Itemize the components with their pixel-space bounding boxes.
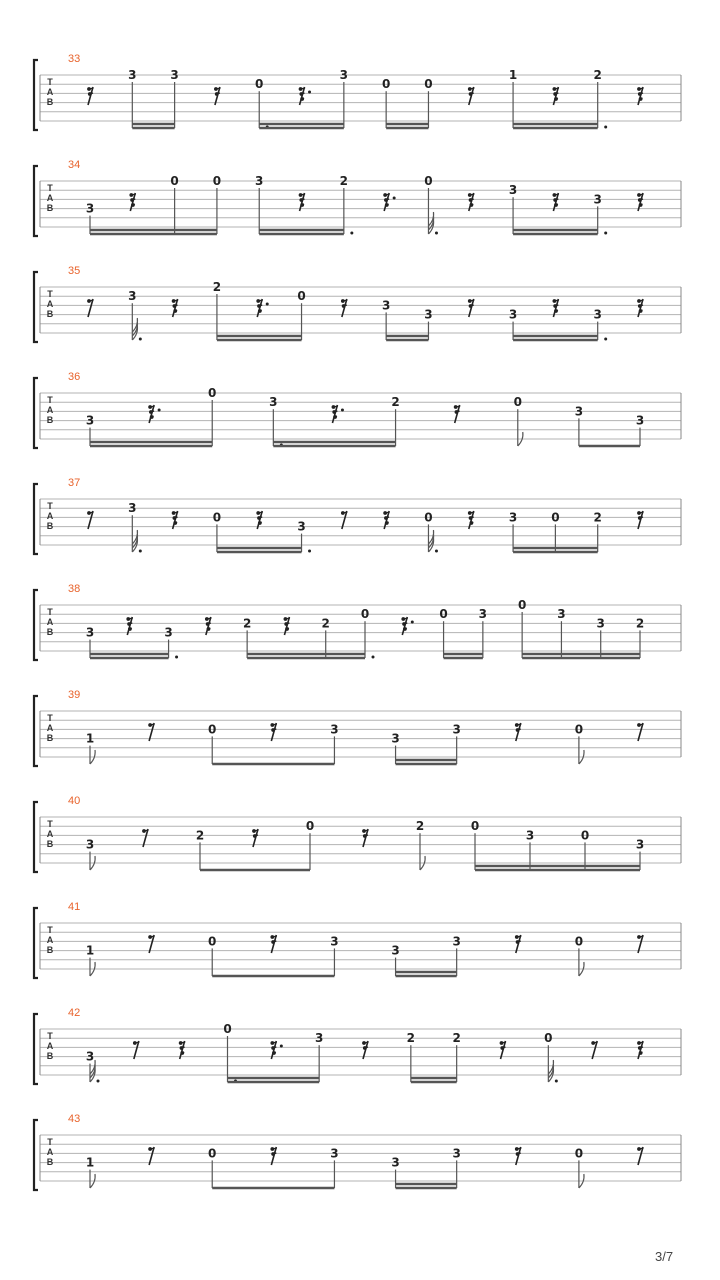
fret-number: 1 bbox=[85, 1155, 95, 1170]
fret-number: 3 bbox=[391, 731, 400, 746]
fret-number: 0 bbox=[208, 386, 217, 400]
rest-flag-stroke bbox=[302, 98, 304, 99]
fret-number: 3 bbox=[297, 519, 306, 534]
rest-dot bbox=[411, 621, 414, 624]
rest-dot bbox=[341, 409, 344, 412]
tab-clef-letter: A bbox=[46, 723, 54, 733]
fret-number: 3 bbox=[593, 192, 602, 207]
rest-flag-stroke bbox=[152, 416, 154, 417]
fret-number: 3 bbox=[525, 828, 535, 843]
tab-system bbox=[34, 901, 681, 978]
rest-dot bbox=[308, 91, 311, 94]
note-dot bbox=[435, 550, 438, 553]
tab-clef-letter: A bbox=[46, 617, 54, 627]
fret-number: 3 bbox=[391, 943, 400, 958]
tab-clef-letter: A bbox=[46, 935, 54, 945]
fret-number: 3 bbox=[574, 404, 584, 419]
fret-number: 2 bbox=[321, 616, 330, 631]
fret-number: 3 bbox=[381, 298, 391, 313]
tab-clef-letter: A bbox=[46, 193, 54, 203]
fret-number: 0 bbox=[208, 1146, 217, 1161]
rest-flag-stroke bbox=[302, 204, 304, 205]
measure-number: 37 bbox=[68, 477, 81, 489]
fret-number: 1 bbox=[85, 943, 95, 958]
measure-number: 39 bbox=[68, 689, 81, 701]
rest-flag-stroke bbox=[387, 522, 389, 523]
fret-number: 3 bbox=[635, 413, 645, 428]
tab-clef-letter: A bbox=[46, 829, 54, 839]
tab-clef-letter: A bbox=[46, 1041, 54, 1051]
tab-system bbox=[34, 159, 681, 236]
fret-number: 3 bbox=[269, 395, 278, 410]
fret-number: 0 bbox=[424, 77, 433, 92]
tab-clef-letter: T bbox=[47, 183, 53, 193]
measure-number: 42 bbox=[68, 1007, 81, 1019]
rest-dot bbox=[280, 1045, 283, 1048]
rest-flag-stroke bbox=[208, 628, 210, 629]
tab-system bbox=[34, 1007, 681, 1084]
rest-flag-stroke bbox=[175, 310, 177, 311]
fret-number: 0 bbox=[470, 819, 480, 834]
system-bracket bbox=[34, 590, 38, 660]
fret-number: 3 bbox=[557, 607, 566, 622]
rest-flag-stroke bbox=[175, 522, 177, 523]
note-dot bbox=[350, 232, 353, 235]
rest-flag-stroke bbox=[182, 1052, 184, 1053]
rest-flag-stroke bbox=[335, 416, 337, 417]
fret-number: 1 bbox=[508, 68, 518, 82]
tab-system bbox=[34, 795, 681, 872]
rest-flag-stroke bbox=[274, 1052, 276, 1053]
page-number: 3/7 bbox=[655, 1249, 674, 1264]
rest-flag-stroke bbox=[641, 310, 643, 311]
note-dot bbox=[372, 656, 375, 659]
fret-number: 2 bbox=[242, 616, 252, 631]
note-dot bbox=[308, 550, 311, 553]
fret-number: 3 bbox=[164, 625, 173, 640]
note-dot bbox=[604, 232, 607, 235]
fret-number: 3 bbox=[508, 307, 518, 322]
tab-clef-letter: T bbox=[47, 501, 53, 511]
fret-number: 3 bbox=[508, 510, 518, 525]
fret-number: 0 bbox=[305, 819, 315, 834]
rest-dot bbox=[158, 409, 161, 412]
rest-flag-stroke bbox=[387, 204, 389, 205]
fret-number: 3 bbox=[452, 722, 461, 737]
note-dot bbox=[139, 338, 142, 341]
fret-number: 3 bbox=[339, 68, 349, 82]
tab-clef-letter: A bbox=[46, 405, 54, 415]
rest-flag-stroke bbox=[641, 1052, 643, 1053]
fret-number: 0 bbox=[212, 510, 222, 525]
fret-number: 0 bbox=[212, 174, 222, 188]
rest-dot bbox=[266, 303, 269, 306]
system-bracket bbox=[34, 802, 38, 872]
tab-clef-letter: B bbox=[46, 839, 54, 849]
tab-clef-letter: T bbox=[47, 289, 53, 299]
fret-number: 3 bbox=[85, 201, 95, 216]
measure-number: 38 bbox=[68, 583, 81, 595]
fret-number: 3 bbox=[128, 289, 137, 304]
fret-number: 2 bbox=[415, 819, 425, 834]
fret-number: 3 bbox=[330, 934, 339, 949]
fret-number: 2 bbox=[406, 1031, 416, 1046]
measure-number: 34 bbox=[68, 159, 81, 171]
tab-system bbox=[34, 1113, 681, 1190]
fret-number: 2 bbox=[391, 395, 400, 410]
tab-clef-letter: B bbox=[46, 733, 54, 743]
system-bracket bbox=[34, 1120, 38, 1190]
system-bracket bbox=[34, 166, 38, 236]
fret-number: 3 bbox=[452, 934, 461, 949]
fret-number: 3 bbox=[314, 1031, 324, 1046]
fret-number: 1 bbox=[85, 731, 95, 746]
fret-number: 3 bbox=[596, 616, 605, 631]
note-dot bbox=[435, 232, 438, 235]
fret-number: 3 bbox=[255, 174, 264, 188]
tab-system bbox=[34, 265, 681, 342]
fret-number: 0 bbox=[544, 1031, 553, 1046]
fret-number: 3 bbox=[128, 501, 137, 516]
rest-flag-stroke bbox=[130, 628, 132, 629]
fret-number: 0 bbox=[580, 828, 590, 843]
fret-number: 0 bbox=[208, 722, 217, 737]
fret-number: 2 bbox=[635, 616, 645, 631]
rest-dot bbox=[393, 197, 396, 200]
fret-number: 0 bbox=[517, 598, 527, 612]
rest-flag-stroke bbox=[133, 204, 135, 205]
measure-number: 33 bbox=[68, 53, 81, 65]
fret-number: 2 bbox=[593, 510, 602, 525]
fret-number: 0 bbox=[223, 1022, 232, 1036]
note-dot bbox=[604, 126, 607, 129]
fret-number: 0 bbox=[170, 174, 179, 188]
fret-number: 3 bbox=[424, 307, 433, 322]
rest-flag-stroke bbox=[287, 628, 289, 629]
fret-number: 0 bbox=[360, 607, 370, 622]
rest-flag-stroke bbox=[471, 204, 473, 205]
measure-number: 35 bbox=[68, 265, 81, 277]
rest-flag-stroke bbox=[556, 204, 558, 205]
rest-flag-stroke bbox=[641, 98, 643, 99]
fret-number: 3 bbox=[85, 413, 95, 428]
tab-clef-letter: B bbox=[46, 1157, 54, 1167]
fret-number: 0 bbox=[551, 510, 560, 525]
fret-number: 2 bbox=[212, 280, 222, 294]
system-bracket bbox=[34, 484, 38, 554]
fret-number: 2 bbox=[339, 174, 349, 188]
tab-clef-letter: T bbox=[47, 1137, 53, 1147]
measure-number: 36 bbox=[68, 371, 81, 383]
tab-clef-letter: B bbox=[46, 1051, 54, 1061]
fret-number: 3 bbox=[478, 607, 488, 622]
fret-number: 0 bbox=[424, 510, 433, 525]
measure-number: 41 bbox=[68, 901, 81, 913]
tab-clef-letter: A bbox=[46, 299, 54, 309]
fret-number: 3 bbox=[128, 68, 137, 82]
note-dot bbox=[97, 1080, 100, 1083]
tab-clef-letter: B bbox=[46, 97, 54, 107]
tab-system bbox=[34, 583, 681, 660]
note-dot bbox=[604, 338, 607, 341]
fret-number: 0 bbox=[513, 395, 522, 410]
measure-number: 43 bbox=[68, 1113, 81, 1125]
fret-number: 0 bbox=[424, 174, 433, 188]
fret-number: 0 bbox=[574, 934, 584, 949]
fret-number: 0 bbox=[574, 722, 584, 737]
fret-number: 3 bbox=[593, 307, 602, 322]
tab-clef-letter: T bbox=[47, 1031, 53, 1041]
tab-clef-letter: B bbox=[46, 521, 54, 531]
fret-number: 0 bbox=[297, 289, 306, 304]
fret-number: 3 bbox=[170, 68, 179, 82]
fret-number: 3 bbox=[508, 183, 518, 198]
rest-flag-stroke bbox=[405, 628, 407, 629]
rest-flag-stroke bbox=[556, 310, 558, 311]
rest-flag-stroke bbox=[260, 522, 262, 523]
tab-system bbox=[34, 477, 681, 554]
note-dot bbox=[555, 1080, 558, 1083]
tab-clef-letter: T bbox=[47, 607, 53, 617]
tab-clef-letter: T bbox=[47, 77, 53, 87]
fret-number: 3 bbox=[635, 837, 645, 852]
fret-number: 3 bbox=[391, 1155, 400, 1170]
fret-number: 3 bbox=[330, 1146, 339, 1161]
tab-clef-letter: A bbox=[46, 87, 54, 97]
fret-number: 3 bbox=[85, 1049, 95, 1064]
note-dot bbox=[139, 550, 142, 553]
fret-number: 0 bbox=[439, 607, 448, 622]
tab-clef-letter: T bbox=[47, 925, 53, 935]
fret-number: 2 bbox=[452, 1031, 461, 1046]
tab-clef-letter: B bbox=[46, 309, 54, 319]
tab-clef-letter: B bbox=[46, 627, 54, 637]
system-bracket bbox=[34, 272, 38, 342]
tab-clef-letter: B bbox=[46, 203, 54, 213]
fret-number: 3 bbox=[452, 1146, 461, 1161]
measure-number: 40 bbox=[68, 795, 81, 807]
rest-flag-stroke bbox=[556, 98, 558, 99]
system-bracket bbox=[34, 696, 38, 766]
rest-flag-stroke bbox=[471, 522, 473, 523]
fret-number: 2 bbox=[195, 828, 205, 843]
tab-clef-letter: B bbox=[46, 945, 54, 955]
fret-number: 2 bbox=[593, 68, 602, 82]
tab-system bbox=[34, 53, 681, 130]
rest-flag-stroke bbox=[260, 310, 262, 311]
tab-clef-letter: A bbox=[46, 511, 54, 521]
system-bracket bbox=[34, 378, 38, 448]
tab-clef-letter: T bbox=[47, 395, 53, 405]
tab-clef-letter: A bbox=[46, 1147, 54, 1157]
tab-clef-letter: T bbox=[47, 713, 53, 723]
system-bracket bbox=[34, 1014, 38, 1084]
tab-system bbox=[34, 371, 681, 448]
rest-flag-stroke bbox=[641, 204, 643, 205]
fret-number: 3 bbox=[85, 625, 95, 640]
fret-number: 0 bbox=[255, 77, 264, 92]
fret-number: 0 bbox=[381, 77, 391, 92]
fret-number: 0 bbox=[574, 1146, 584, 1161]
tab-system bbox=[34, 689, 681, 766]
system-bracket bbox=[34, 908, 38, 978]
fret-number: 3 bbox=[330, 722, 339, 737]
tab-clef-letter: B bbox=[46, 415, 54, 425]
system-bracket bbox=[34, 60, 38, 130]
fret-number: 3 bbox=[85, 837, 95, 852]
fret-number: 0 bbox=[208, 934, 217, 949]
note-dot bbox=[175, 656, 178, 659]
tab-clef-letter: T bbox=[47, 819, 53, 829]
